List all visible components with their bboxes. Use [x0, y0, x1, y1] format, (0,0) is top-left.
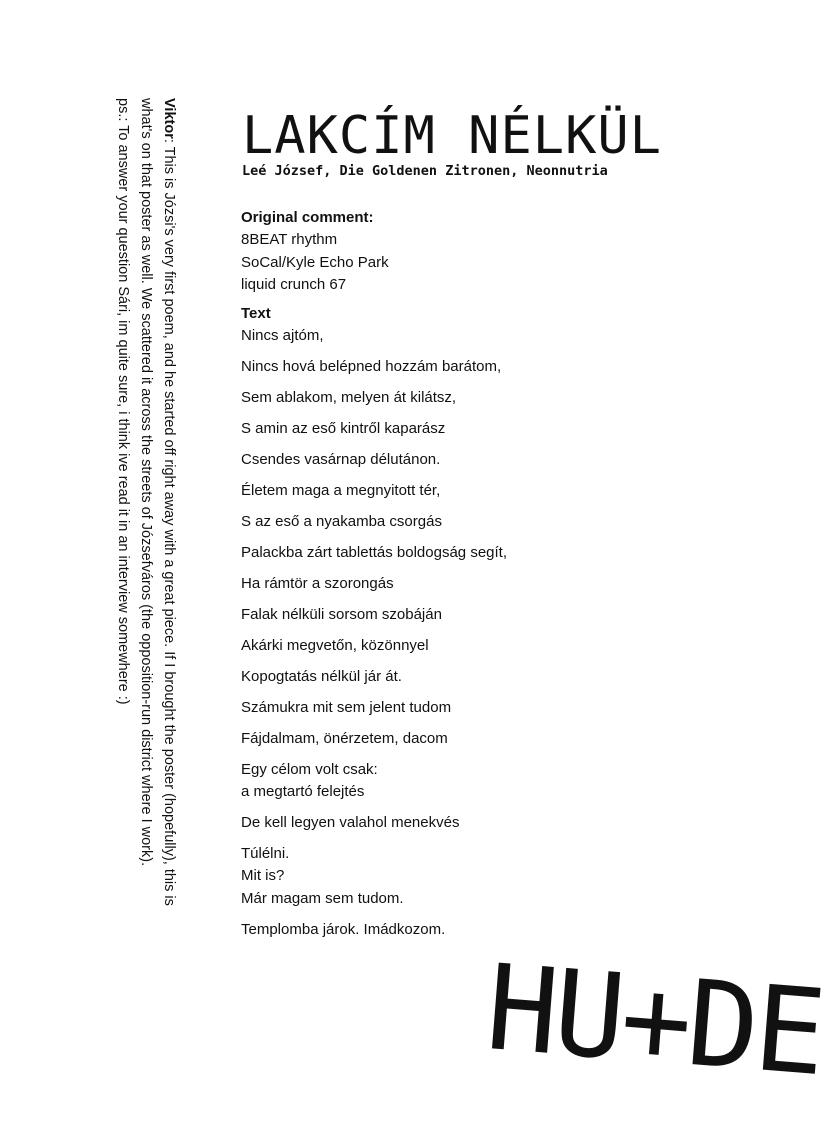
poem-stanza — [241, 449, 761, 471]
poem-line: Akárki megvetőn, közönnyel — [241, 636, 429, 654]
side-note — [111, 98, 180, 1038]
poem-line: Nincs ajtóm, — [241, 326, 324, 344]
original-comment-line: 8BEAT rhythm — [241, 231, 338, 248]
page-title: LAKCÍM NÉLKÜL — [242, 106, 662, 166]
poem-line: Palackba zárt tablettás boldogság segít, — [241, 543, 508, 561]
poem-stanza — [241, 480, 761, 502]
poem-line: Nincs hová belépned hozzám barátom, — [241, 357, 502, 375]
poem-line: Fájdalmam, önérzetem, dacom — [241, 729, 448, 747]
original-comment-line: liquid crunch 67 — [241, 276, 347, 293]
poem-stanza — [241, 697, 761, 719]
brand-logo: HU+DE — [481, 938, 827, 1102]
poem-stanza — [241, 728, 761, 750]
poem-stanza — [241, 759, 761, 804]
poem-line: Kopogtatás nélkül jár át. — [241, 667, 402, 685]
poem-stanza — [241, 356, 761, 378]
side-note-line-2: what's on that poster as well. We scattered it across the streets of Józsefváros (the opposition-run district where I work). — [138, 98, 154, 867]
poem-stanza — [241, 573, 761, 595]
original-comment-line: SoCal/Kyle Echo Park — [241, 253, 389, 271]
page-subtitle: Leé József, Die Goldenen Zitronen, Neonnutria — [242, 163, 608, 179]
poem-stanza — [241, 843, 761, 910]
poem-line: S az eső a nyakamba csorgás — [241, 512, 442, 530]
poem-line: Számukra mit sem jelent tudom — [241, 698, 452, 716]
poem-line: Ha rámtör a szorongás — [241, 574, 394, 592]
poem-stanza — [241, 812, 761, 834]
poem-stanza — [241, 418, 761, 440]
poem-stanza — [241, 604, 761, 626]
poem-line: S amin az eső kintről kaparász — [241, 419, 446, 437]
poem-line: Túlélni. — [241, 844, 290, 862]
body-text — [241, 207, 761, 950]
poem-stanza — [241, 635, 761, 657]
poem-stanza — [241, 325, 761, 347]
poem-stanza — [241, 387, 761, 409]
side-note-author: Viktor — [161, 98, 177, 139]
text-heading: Text — [241, 304, 271, 322]
poem-line: Falak nélküli sorsom szobáján — [241, 605, 442, 623]
poem-line: Egy célom volt csak: — [241, 760, 378, 778]
poem-line: Mit is? — [241, 867, 285, 885]
side-note-line-3: ps.: To answer your question Sári, im quite sure, i think ive read it in an interview somewhere :) — [115, 98, 131, 705]
poem-line: Csendes vasárnap délutánon. — [241, 450, 441, 468]
original-comment-heading: Original comment: — [241, 209, 374, 226]
poem — [241, 325, 761, 942]
poem-stanza — [241, 542, 761, 564]
poem-stanza — [241, 511, 761, 533]
poem-line: Templomba járok. Imádkozom. — [241, 920, 446, 938]
poem-line: a megtartó felejtés — [241, 782, 365, 800]
poem-line: Sem ablakom, melyen át kilátsz, — [241, 388, 457, 406]
poem-line: Már magam sem tudom. — [241, 889, 404, 907]
poem-line: De kell legyen valahol menekvés — [241, 813, 460, 831]
poem-line: Életem maga a megnyitott tér, — [241, 481, 441, 499]
poem-stanza — [241, 666, 761, 688]
side-note-line-1 — [157, 98, 180, 1038]
side-note-text-1: : This is Józsi's very first poem, and he started off right away with a great piece. If I brought the poster (hopefully), this is — [161, 138, 177, 906]
